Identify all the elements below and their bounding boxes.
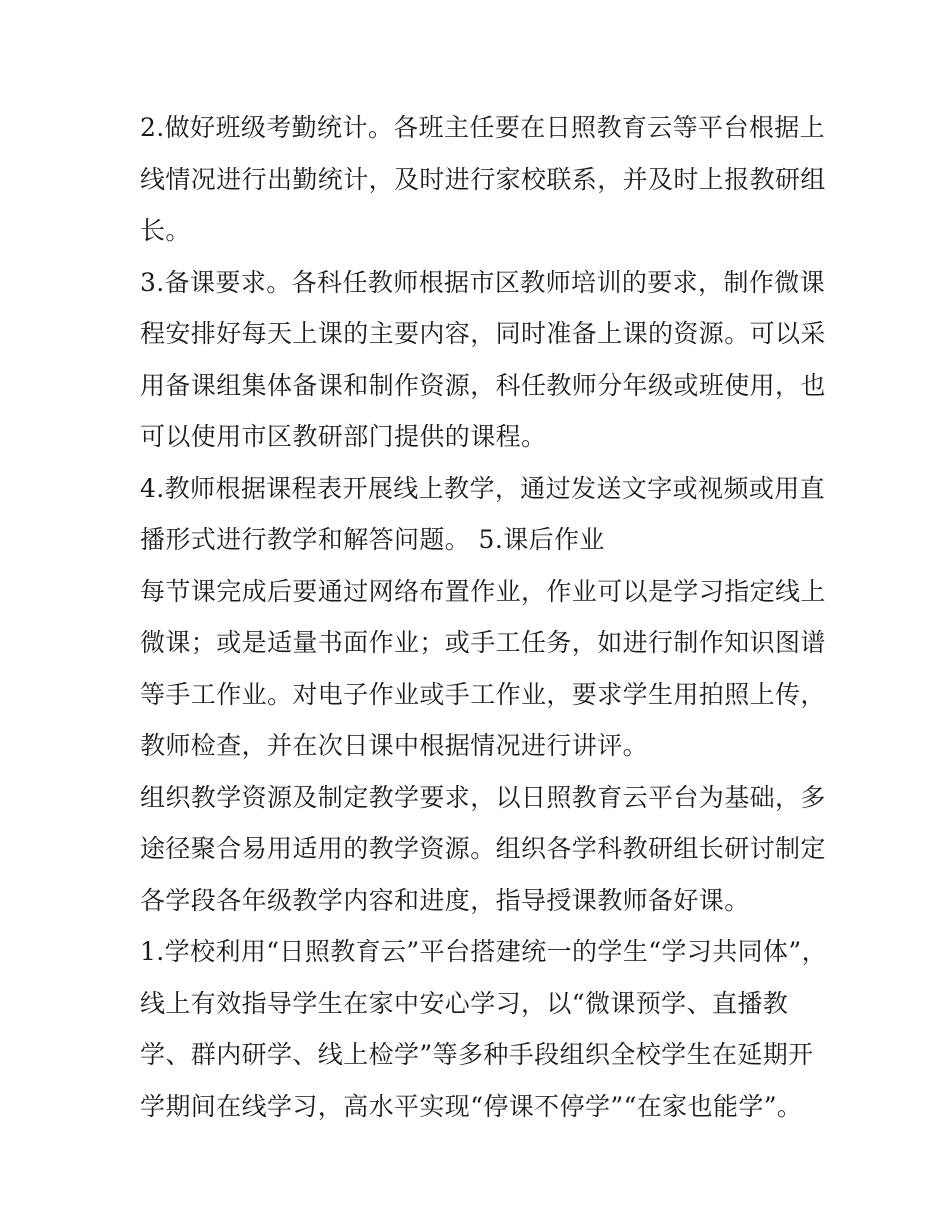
text-line: 可以使用市区教研部门提供的课程。 [140, 422, 547, 451]
text-line: 各学段各年级教学内容和进度，指导授课教师备好课。 [140, 885, 750, 915]
text-line: 用备课组集体备课和制作资源，科任教师分年级或班使用，也 [140, 370, 826, 400]
text-line: 教师检查，并在次日课中根据情况进行讲评。 [140, 731, 649, 760]
text-line: 学、群内研学、线上检学”等多种手段组织全校学生在延期开 [140, 1040, 814, 1069]
text-line: 4.教师根据课程表开展线上教学，通过发送文字或视频或用直 [140, 473, 826, 503]
text-line: 长。 [140, 216, 191, 245]
text-line: 学期间在线学习，高水平实现“停课不停学”“在家也能学”。 [140, 1091, 803, 1121]
text-line: 等手工作业。对电子作业或手工作业，要求学生用拍照上传， [140, 679, 826, 709]
text-line: 程安排好每天上课的主要内容，同时准备上课的资源。可以采 [140, 319, 826, 348]
text-line: 线情况进行出勤统计，及时进行家校联系，并及时上报教研组 [140, 164, 826, 194]
text-line: 组织教学资源及制定教学要求，以日照教育云平台为基础，多 [140, 782, 826, 812]
text-line: 播形式进行教学和解答问题。 5.课后作业 [140, 525, 605, 554]
text-line: 2.做好班级考勤统计。各班主任要在日照教育云等平台根据上 [140, 113, 826, 142]
text-line: 微课；或是适量书面作业；或手工任务，如进行制作知识图谱 [140, 628, 826, 657]
text-line: 每节课完成后要通过网络布置作业，作业可以是学习指定线上 [140, 576, 826, 606]
document-body [140, 102, 827, 1132]
text-line: 途径聚合易用适用的教学资源。组织各学科教研组长研讨制定 [140, 834, 826, 863]
text-line: 线上有效指导学生在家中安心学习，以“微课预学、直播教 [140, 988, 789, 1018]
text-line: 1.学校利用“日照教育云”平台搭建统一的学生“学习共同体”， [140, 937, 827, 966]
text-line: 3.备课要求。各科任教师根据市区教师培训的要求，制作微课 [140, 267, 826, 297]
